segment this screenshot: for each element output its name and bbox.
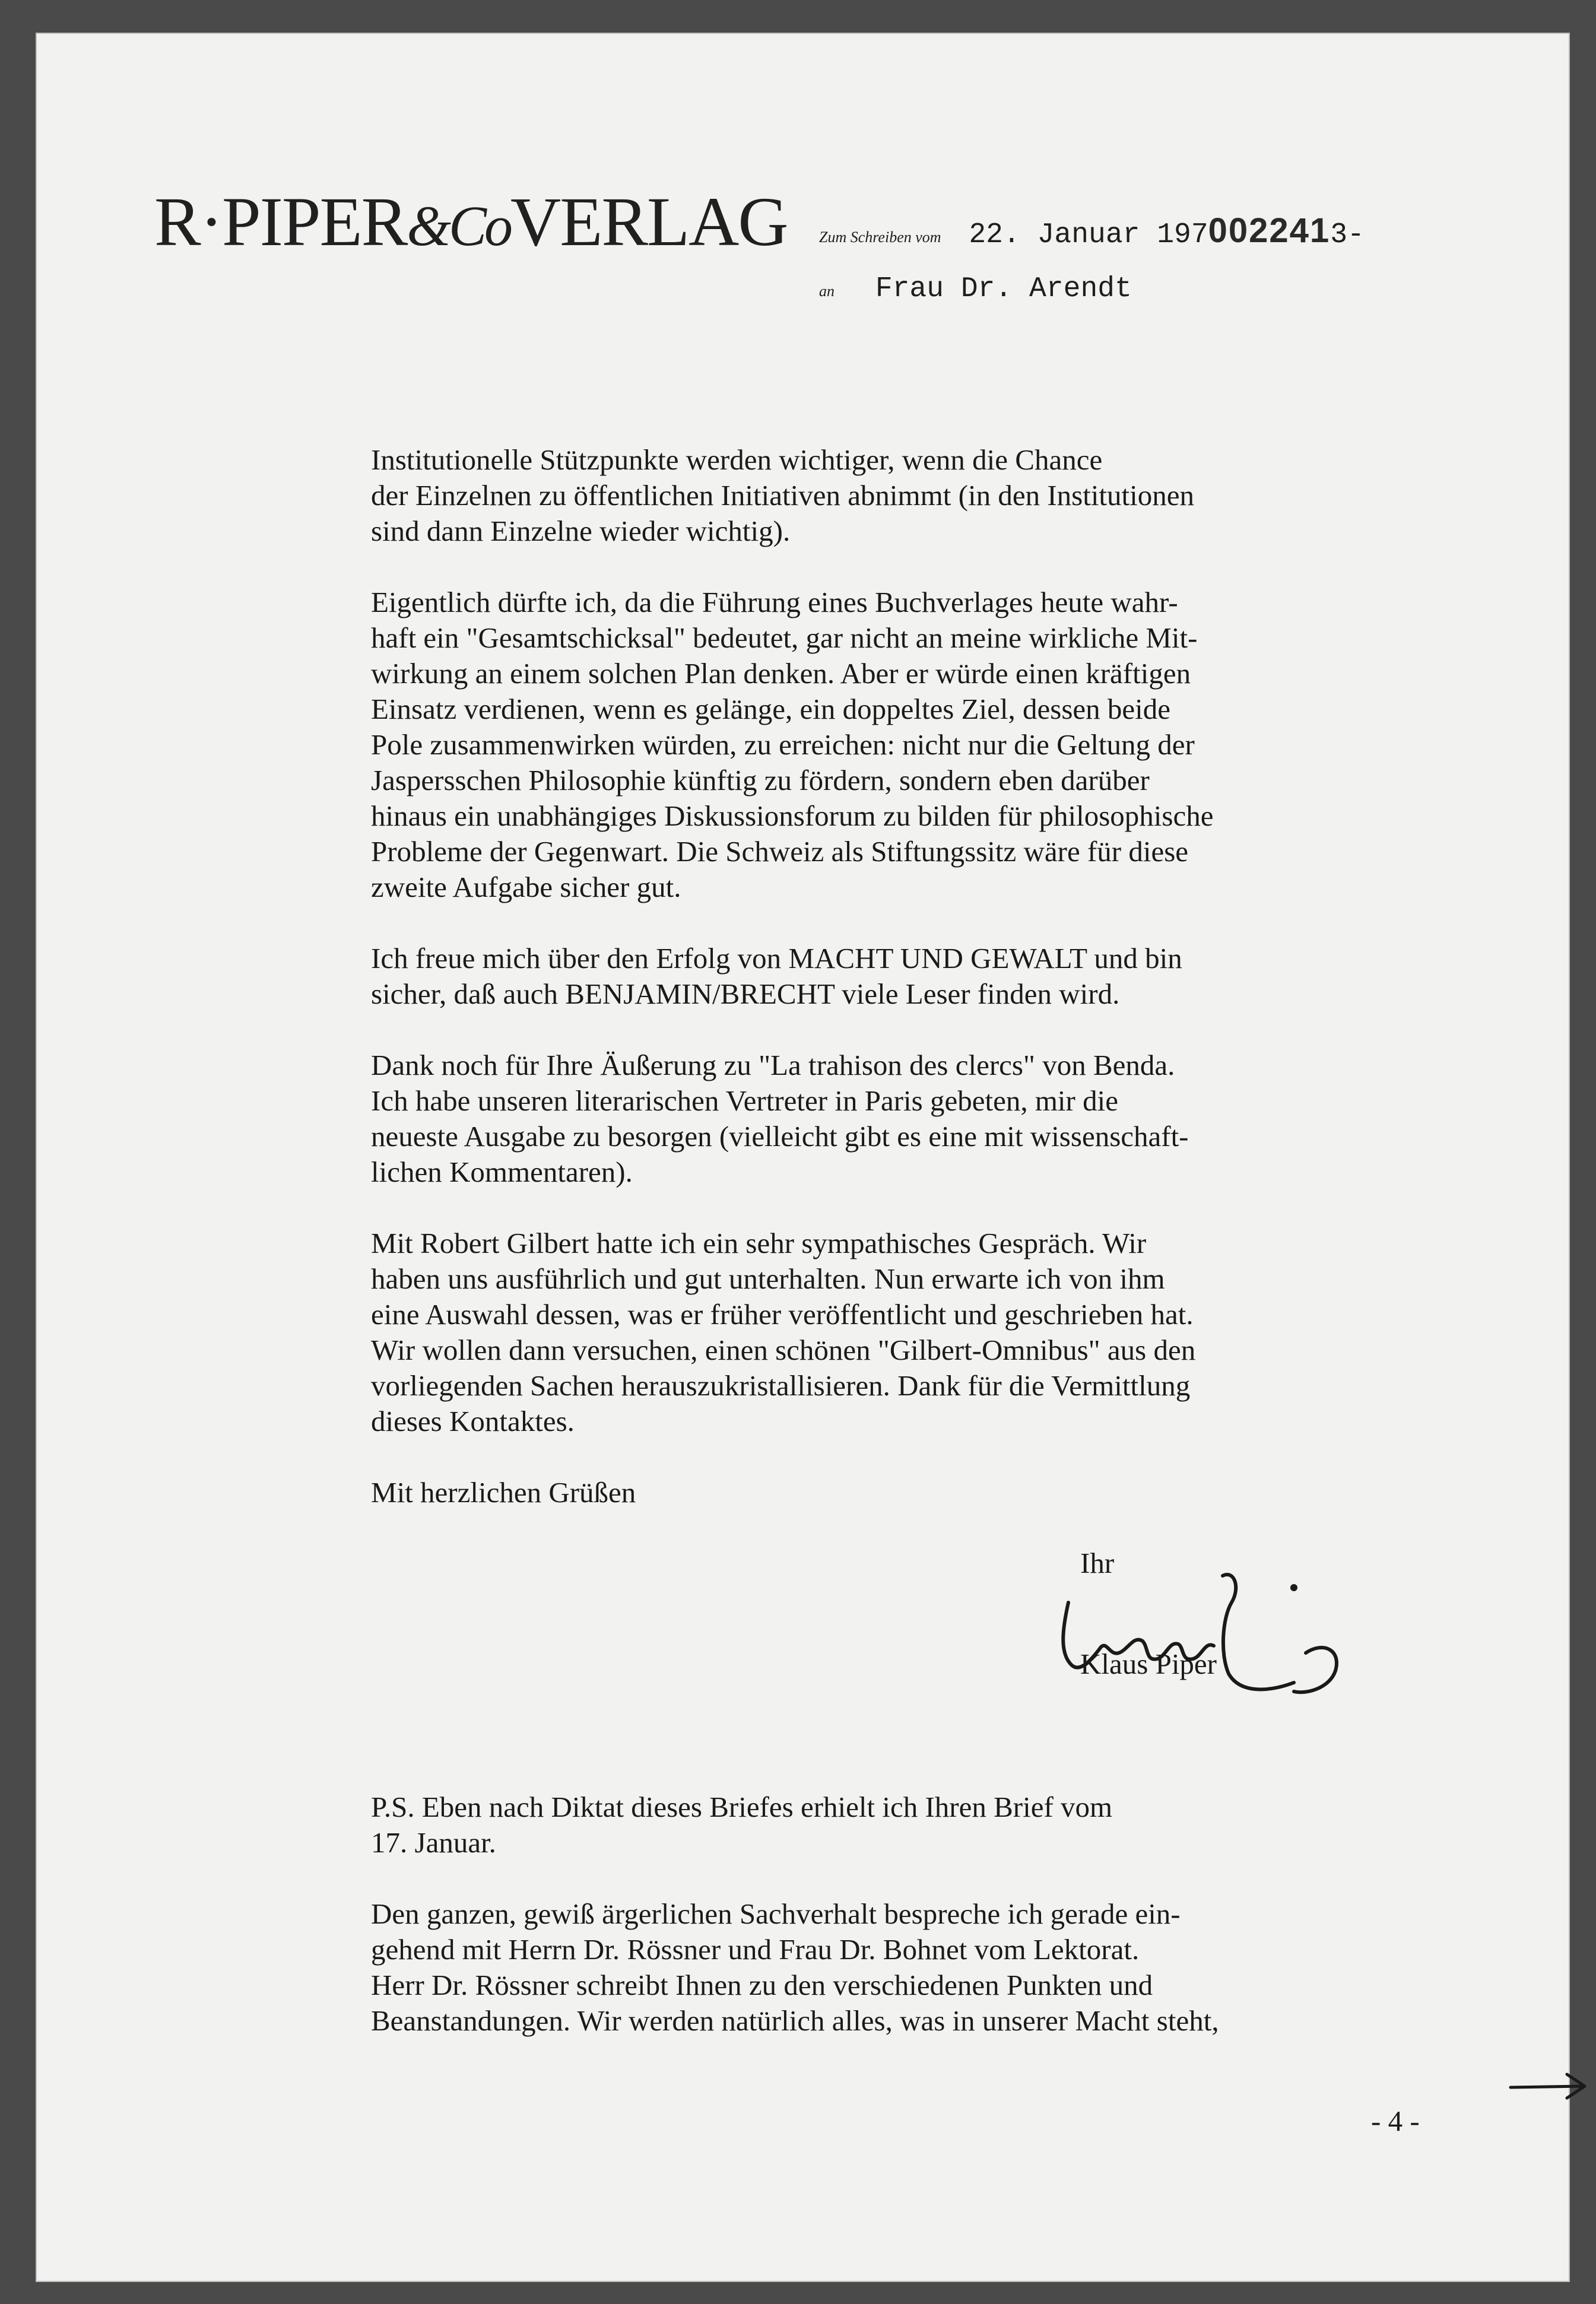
text-line: Institutionelle Stützpunkte werden wichtiger, wenn die Chance	[371, 443, 1103, 476]
continue-arrow-icon	[1508, 2068, 1591, 2104]
letter-page	[36, 33, 1570, 2282]
addressee-label: an	[819, 283, 835, 300]
letterhead-prefix: R·PIPER	[154, 183, 407, 261]
postscript	[371, 1789, 1558, 2074]
text-line: 17. Januar.	[371, 1826, 496, 1859]
body-paragraph	[371, 585, 1558, 905]
postscript-paragraph	[371, 1789, 1558, 1861]
reference-line	[819, 211, 1365, 251]
archive-stamp-number: 002241	[1208, 211, 1331, 250]
letter-body	[371, 442, 1558, 1546]
text-line: Pole zusammenwirken würden, zu erreichen: nicht nur die Geltung der	[371, 728, 1195, 761]
text-line: sicher, daß auch BENJAMIN/BRECHT viele Leser finden wird.	[371, 978, 1120, 1010]
text-line: Ich freue mich über den Erfolg von MACHT UND GEWALT und bin	[371, 942, 1182, 975]
text-line: Dank noch für Ihre Äußerung zu "La trahison des clercs" von Benda.	[371, 1049, 1175, 1081]
text-line: neueste Ausgabe zu besorgen (vielleicht gibt es eine mit wissenschaft-	[371, 1120, 1189, 1153]
text-line: sind dann Einzelne wieder wichtig).	[371, 515, 791, 547]
body-paragraph	[371, 941, 1558, 1012]
closing-paragraph	[371, 1475, 1558, 1510]
text-line: P.S. Eben nach Diktat dieses Briefes erhielt ich Ihren Brief vom	[371, 1791, 1113, 1823]
text-line: vorliegenden Sachen herauszukristallisieren. Dank für die Vermittlung	[371, 1369, 1191, 1402]
reference-trailing: 3-	[1330, 219, 1365, 251]
text-line: Eigentlich dürfte ich, da die Führung eines Buchverlages heute wahr-	[371, 586, 1178, 618]
text-line: lichen Kommentaren).	[371, 1156, 633, 1188]
letterhead-logo	[154, 183, 788, 261]
body-paragraph	[371, 442, 1558, 549]
text-line: Herr Dr. Rössner schreibt Ihnen zu den verschiedenen Punkten und	[371, 1969, 1153, 2001]
text-line: zweite Aufgabe sicher gut.	[371, 871, 681, 903]
signature-block	[1045, 1546, 1401, 1724]
letterhead-suffix: VERLAG	[510, 183, 788, 261]
reference-label: Zum Schreiben vom	[819, 229, 941, 246]
text-line: gehend mit Herrn Dr. Rössner und Frau Dr. Bohnet vom Lektorat.	[371, 1933, 1140, 1966]
text-line: eine Auswahl dessen, was er früher veröffentlicht und geschrieben hat.	[371, 1298, 1194, 1331]
text-line: haft ein "Gesamtschicksal" bedeutet, gar nicht an meine wirkliche Mit-	[371, 621, 1198, 654]
text-line: hinaus ein unabhängiges Diskussionsforum zu bilden für philosophische	[371, 799, 1214, 832]
handwritten-signature-icon	[1045, 1546, 1401, 1724]
signature-name: Klaus Piper	[1080, 1648, 1217, 1680]
addressee-line	[819, 273, 1132, 305]
text-line: Ich habe unseren literarischen Vertreter in Paris gebeten, mir die	[371, 1084, 1118, 1117]
closing-line: Mit herzlichen Grüßen	[371, 1476, 636, 1509]
text-line: Den ganzen, gewiß ärgerlichen Sachverhalt bespreche ich gerade ein-	[371, 1897, 1181, 1930]
text-line: haben uns ausführlich und gut unterhalten. Nun erwarte ich von ihm	[371, 1262, 1165, 1295]
text-line: Wir wollen dann versuchen, einen schönen "Gilbert-Omnibus" aus den	[371, 1334, 1196, 1366]
text-line: Beanstandungen. Wir werden natürlich alles, was in unserer Macht steht,	[371, 2004, 1219, 2037]
signature-salutation: Ihr	[1080, 1547, 1115, 1579]
postscript-paragraph	[371, 1896, 1558, 2039]
letterhead-amp: &Co	[407, 194, 511, 258]
text-line: Probleme der Gegenwart. Die Schweiz als Stiftungssitz wäre für diese	[371, 835, 1189, 868]
page-number: - 4 -	[1371, 2105, 1420, 2137]
text-line: Einsatz verdienen, wenn es gelänge, ein doppeltes Ziel, dessen beide	[371, 693, 1171, 725]
text-line: Jaspersschen Philosophie künftig zu fördern, sondern eben darüber	[371, 764, 1150, 796]
body-paragraph	[371, 1226, 1558, 1439]
text-line: dieses Kontaktes.	[371, 1405, 575, 1437]
reference-date: 22. Januar 197	[969, 219, 1208, 251]
text-line: Mit Robert Gilbert hatte ich ein sehr sympathisches Gespräch. Wir	[371, 1227, 1147, 1259]
text-line: der Einzelnen zu öffentlichen Initiativen abnimmt (in den Institutionen	[371, 479, 1195, 512]
body-paragraph	[371, 1048, 1558, 1190]
addressee-name: Frau Dr. Arendt	[875, 273, 1132, 305]
text-line: wirkung an einem solchen Plan denken. Aber er würde einen kräftigen	[371, 657, 1191, 690]
